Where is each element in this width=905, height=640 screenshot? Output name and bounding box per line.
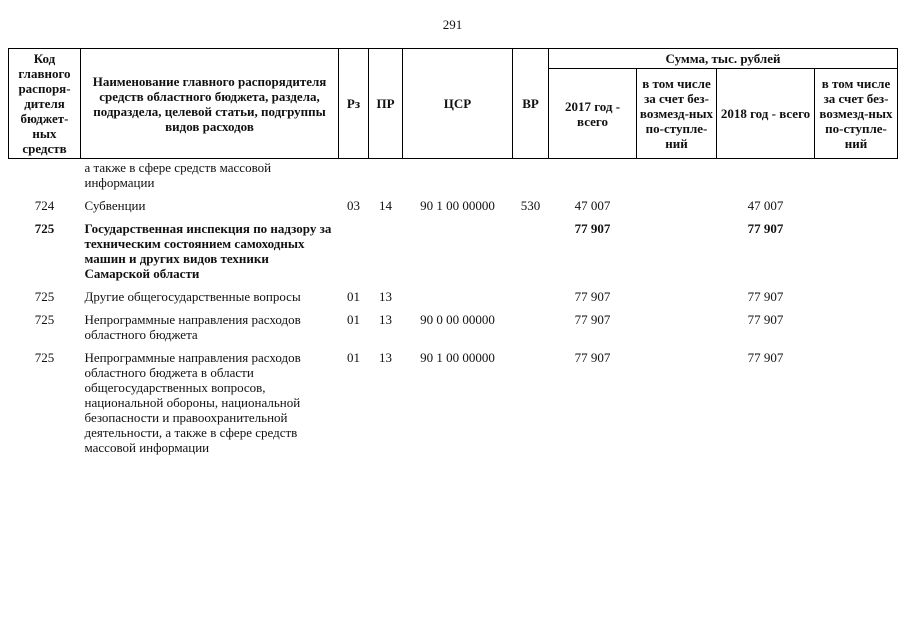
header-csr: ЦСР <box>403 49 513 159</box>
cell-2017-free <box>637 159 717 191</box>
cell-pr <box>369 213 403 281</box>
header-2017-free: в том числе за счет без-возмезд-ных по-ступле-ний <box>637 69 717 159</box>
cell-pr: 13 <box>379 350 392 365</box>
cell-2017-total <box>549 159 637 191</box>
cell-2017-total: 77 907 <box>574 312 611 327</box>
header-sum-group: Сумма, тыс. рублей <box>549 49 898 69</box>
cell-2017-free <box>637 342 717 455</box>
cell-name: Государственная инспекция по надзору за техническим состоянием самоходных машин и других видов техники Самарской области <box>84 221 332 281</box>
cell-name: а также в сфере средств массовой информации <box>84 160 272 190</box>
cell-2018-free <box>815 304 898 342</box>
cell-pr: 14 <box>379 198 392 213</box>
table-row <box>9 159 898 191</box>
cell-code <box>9 159 81 191</box>
cell-code: 724 <box>34 198 55 213</box>
cell-csr <box>403 213 513 281</box>
cell-pr: 13 <box>379 289 392 304</box>
cell-2018-free <box>815 342 898 455</box>
cell-2017-free <box>637 190 717 213</box>
cell-code: 725 <box>34 312 55 327</box>
header-2017-total: 2017 год - всего <box>549 69 637 159</box>
table-header <box>9 49 898 159</box>
cell-csr: 90 1 00 00000 <box>420 198 495 213</box>
table-body <box>9 159 898 456</box>
cell-code: 725 <box>34 289 55 304</box>
header-name: Наименование главного распорядителя средств областного бюджета, раздела, подраздела, целевой статьи, подгруппы видов расходов <box>81 49 339 159</box>
header-code: Код главного распоря-дителя бюджет-ных средств <box>9 49 81 159</box>
cell-vr <box>513 213 549 281</box>
header-2018-free: в том числе за счет без-возмезд-ных по-ступле-ний <box>815 69 898 159</box>
cell-2017-total: 77 907 <box>574 221 611 236</box>
cell-2017-total: 77 907 <box>574 289 611 304</box>
cell-2017-free <box>637 304 717 342</box>
cell-name: Другие общегосударственные вопросы <box>84 289 301 304</box>
cell-name: Непрограммные направления расходов областного бюджета <box>84 312 301 342</box>
cell-csr: 90 1 00 00000 <box>420 350 495 365</box>
cell-2018-free <box>815 190 898 213</box>
cell-pr <box>369 159 403 191</box>
header-vr: ВР <box>513 49 549 159</box>
cell-2018-total <box>717 159 815 191</box>
cell-pr: 13 <box>379 312 392 327</box>
cell-csr <box>403 159 513 191</box>
cell-2018-total: 77 907 <box>747 289 784 304</box>
budget-table <box>8 48 898 455</box>
cell-vr <box>513 159 549 191</box>
header-2018-total: 2018 год - всего <box>717 69 815 159</box>
cell-csr: 90 0 00 00000 <box>420 312 495 327</box>
cell-2017-total: 77 907 <box>574 350 611 365</box>
cell-code: 725 <box>34 350 55 365</box>
cell-csr <box>403 281 513 304</box>
cell-name: Субвенции <box>84 198 146 213</box>
cell-2018-free <box>815 281 898 304</box>
table-row <box>9 304 898 342</box>
header-rz: Рз <box>339 49 369 159</box>
cell-code: 725 <box>34 221 55 236</box>
cell-2018-total: 47 007 <box>747 198 784 213</box>
table-row <box>9 213 898 281</box>
cell-vr <box>513 304 549 342</box>
cell-rz: 01 <box>347 312 360 327</box>
cell-2018-free <box>815 159 898 191</box>
cell-vr <box>513 281 549 304</box>
cell-2017-free <box>637 281 717 304</box>
cell-2018-total: 77 907 <box>747 350 784 365</box>
cell-2018-free <box>815 213 898 281</box>
cell-2018-total: 77 907 <box>747 312 784 327</box>
cell-name: Непрограммные направления расходов областного бюджета в области общегосударственных вопросов, национальной обороны, национальной безопасности и правоохранительной деятельности, а также в сфере средств массовой информации <box>84 350 301 455</box>
table-row <box>9 281 898 304</box>
table-row <box>9 190 898 213</box>
cell-rz: 01 <box>347 350 360 365</box>
cell-2018-total: 77 907 <box>747 221 784 236</box>
cell-2017-free <box>637 213 717 281</box>
cell-vr: 530 <box>520 198 541 213</box>
table-row <box>9 342 898 455</box>
cell-rz: 01 <box>347 289 360 304</box>
cell-2017-total: 47 007 <box>574 198 611 213</box>
cell-rz <box>339 159 369 191</box>
cell-rz <box>339 213 369 281</box>
cell-vr <box>513 342 549 455</box>
cell-rz: 03 <box>347 198 360 213</box>
header-pr: ПР <box>369 49 403 159</box>
page-number: 291 <box>442 17 463 32</box>
